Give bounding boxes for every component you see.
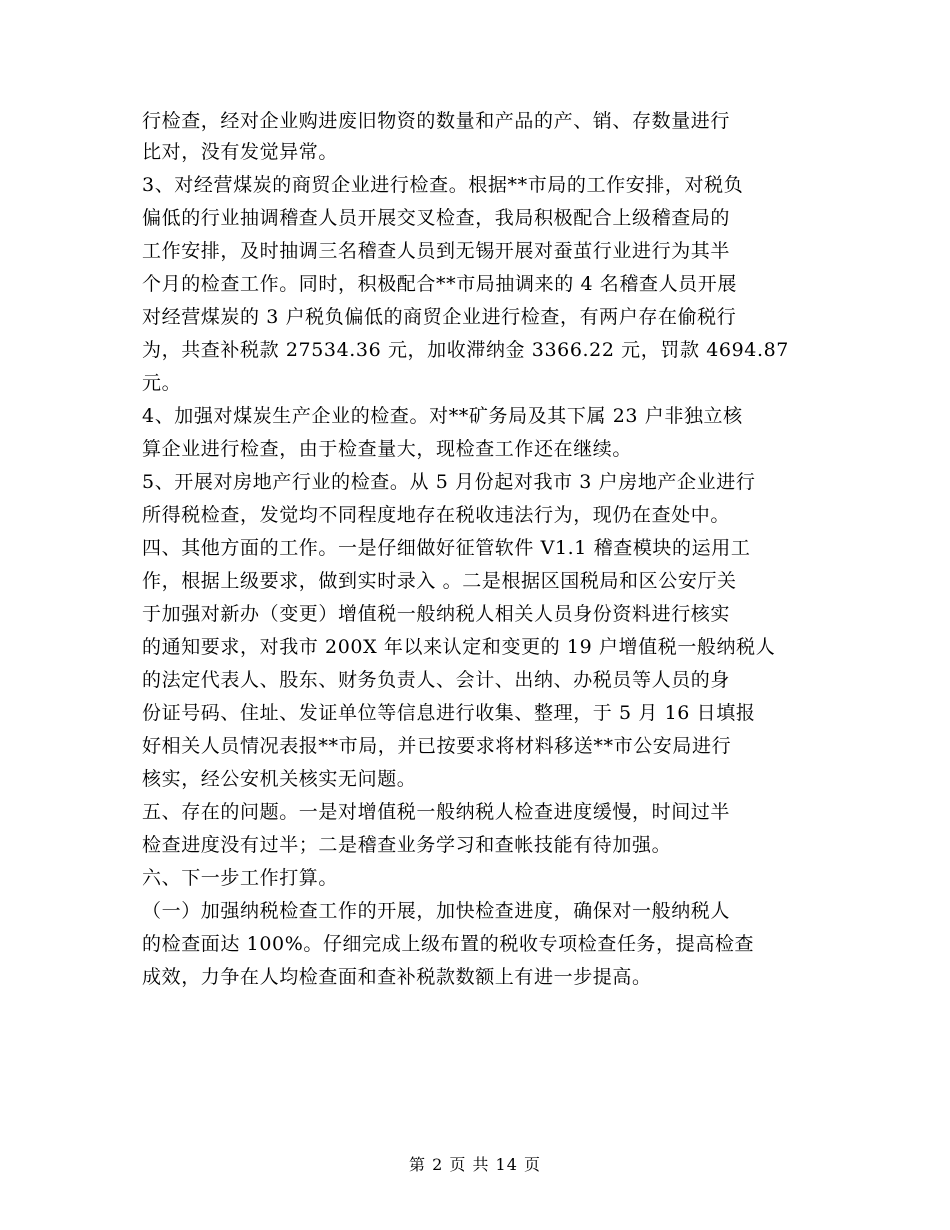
text-line: 核实，经公安机关核实无问题。 xyxy=(142,768,417,790)
text-line: 比对，没有发觉异常。 xyxy=(142,141,339,163)
text-line: 份证号码、住址、发证单位等信息进行收集、整理，于 5 月 16 日填报 xyxy=(142,702,756,724)
text-line: 的法定代表人、股东、财务负责人、会计、出纳、办税员等人员的身 xyxy=(142,669,731,691)
text-line: 对经营煤炭的 3 户税负偏低的商贸企业进行检查，有两户存在偷税行 xyxy=(142,306,737,328)
text-line: 作，根据上级要求，做到实时录入 。二是根据区国税局和区公安厅关 xyxy=(142,570,737,592)
text-line: 4、加强对煤炭生产企业的检查。对**矿务局及其下属 23 户非独立核 xyxy=(142,405,743,427)
text-line: 的通知要求，对我市 200X 年以来认定和变更的 19 户增值税一般纳税人 xyxy=(142,636,776,658)
text-line: 所得税检查，发觉均不同程度地存在税收违法行为，现仍在查处中。 xyxy=(142,504,731,526)
text-line: 偏低的行业抽调稽查人员开展交叉检查，我局积极配合上级稽查局的 xyxy=(142,207,731,229)
text-line: 六、下一步工作打算。 xyxy=(142,867,339,889)
text-line: 为，共查补税款 27534.36 元，加收滞纳金 3366.22 元，罚款 4694.87 xyxy=(142,339,789,361)
text-line: 好相关人员情况表报**市局，并已按要求将材料移送**市公安局进行 xyxy=(142,735,732,757)
text-line: 算企业进行检查，由于检查量大，现检查工作还在继续。 xyxy=(142,438,633,460)
text-line: 个月的检查工作。同时，积极配合**市局抽调来的 4 名稽查人员开展 xyxy=(142,273,737,295)
document-body xyxy=(142,106,822,993)
text-line: 检查进度没有过半；二是稽查业务学习和查帐技能有待加强。 xyxy=(142,834,672,856)
text-line: （一）加强纳税检查工作的开展，加快检查进度，确保对一般纳税人 xyxy=(142,900,731,922)
text-line: 四、其他方面的工作。一是仔细做好征管软件 V1.1 稽查模块的运用工 xyxy=(142,537,751,559)
text-line: 3、对经营煤炭的商贸企业进行检查。根据**市局的工作安排，对税负 xyxy=(142,174,744,196)
text-line: 5、开展对房地产行业的检查。从 5 月份起对我市 3 户房地产企业进行 xyxy=(142,471,756,493)
text-line: 元。 xyxy=(142,372,182,394)
text-line: 工作安排，及时抽调三名稽查人员到无锡开展对蚕茧行业进行为其半 xyxy=(142,240,731,262)
page-number-footer: 第 2 页 共 14 页 xyxy=(409,1155,541,1174)
text-line: 五、存在的问题。一是对增值税一般纳税人检查进度缓慢，时间过半 xyxy=(142,801,731,823)
text-line: 于加强对新办（变更）增值税一般纳税人相关人员身份资料进行核实 xyxy=(142,603,731,625)
text-line: 成效，力争在人均检查面和查补税款数额上有进一步提高。 xyxy=(142,966,652,988)
text-line: 的检查面达 100%。仔细完成上级布置的税收专项检查任务，提高检查 xyxy=(142,933,755,955)
text-line: 行检查，经对企业购进废旧物资的数量和产品的产、销、存数量进行 xyxy=(142,110,731,132)
